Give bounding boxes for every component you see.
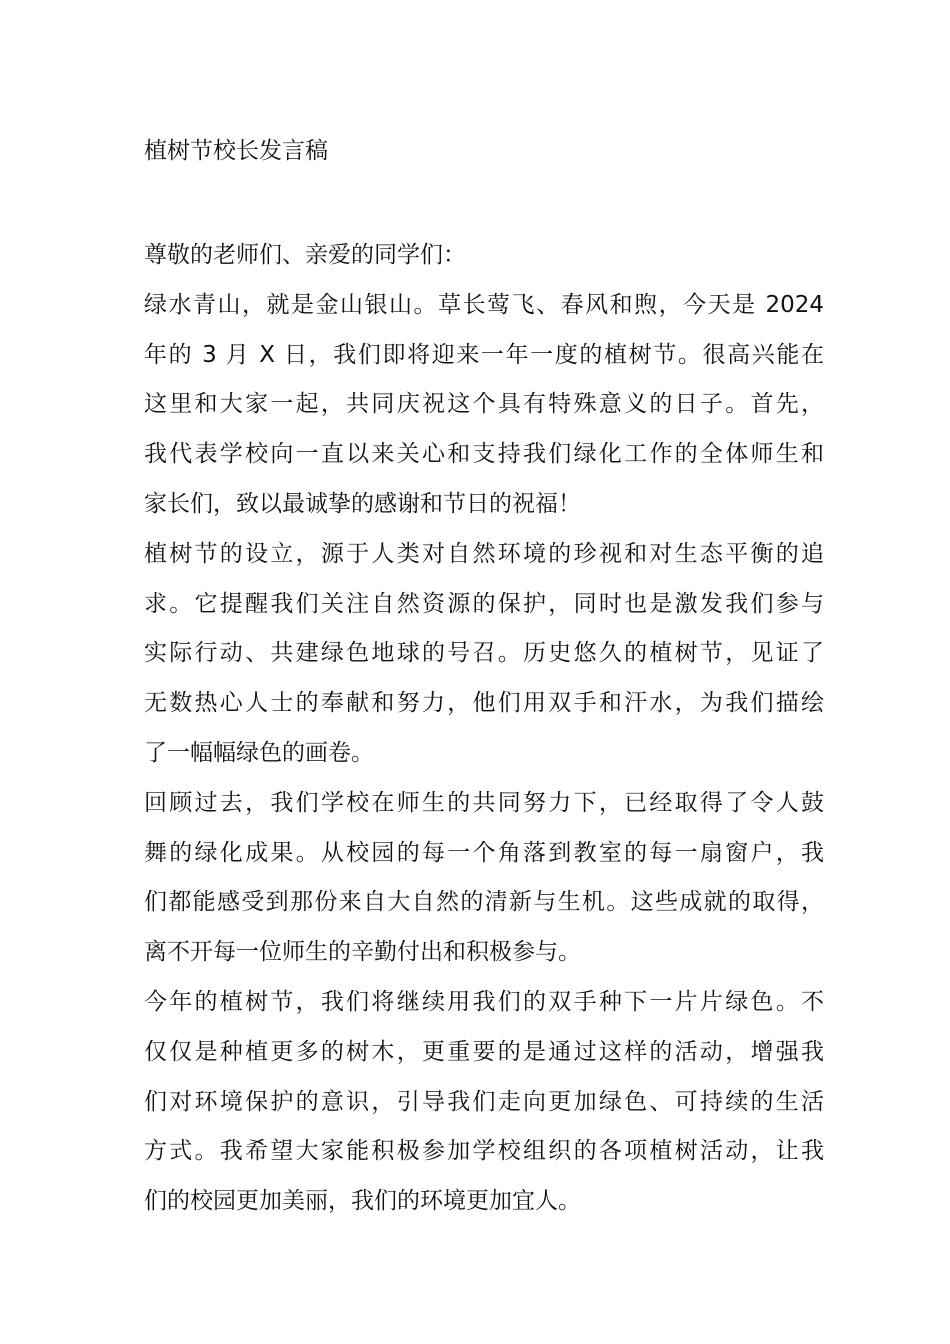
text-line: 回顾过去，我们学校在师生的共同努力下，已经取得了令人鼓 <box>144 789 824 816</box>
text-line: 今年的植树节，我们将继续用我们的双手种下一片片绿色。不 <box>144 988 824 1015</box>
text-line: 舞的绿化成果。从校园的每一个角落到教室的每一扇窗户，我 <box>144 839 824 866</box>
text-line: 们都能感受到那份来自大自然的清新与生机。这些成就的取得， <box>144 889 824 916</box>
text-line: 年的 3 月 X 日，我们即将迎来一年一度的植树节。很高兴能在 <box>144 341 824 368</box>
text-line: 尊敬的老师们、亲爱的同学们： <box>144 242 466 268</box>
text-line: 了一幅幅绿色的画卷。 <box>144 739 374 766</box>
text-line: 家长们，致以最诚挚的感谢和节日的祝福！ <box>144 490 581 517</box>
text-line: 求。它提醒我们关注自然资源的保护，同时也是激发我们参与 <box>144 590 824 617</box>
text-line: 方式。我希望大家能积极参加学校组织的各项植树活动，让我 <box>144 1138 824 1165</box>
text-line: 离不开每一位师生的辛勤付出和积极参与。 <box>144 939 581 966</box>
text-line: 植树节的设立，源于人类对自然环境的珍视和对生态平衡的追 <box>144 540 824 567</box>
text-line: 们的校园更加美丽，我们的环境更加宜人。 <box>144 1188 581 1215</box>
text-line: 们对环境保护的意识，引导我们走向更加绿色、可持续的生活 <box>144 1088 824 1115</box>
text-line: 这里和大家一起，共同庆祝这个具有特殊意义的日子。首先， <box>144 391 824 418</box>
text-line: 实际行动、共建绿色地球的号召。历史悠久的植树节，见证了 <box>144 640 824 667</box>
document-body <box>144 231 824 1227</box>
text-line: 绿水青山，就是金山银山。草长莺飞、春风和煦，今天是 2024 <box>144 291 824 318</box>
text-line: 仅仅是种植更多的树木，更重要的是通过这样的活动，增强我 <box>144 1038 824 1065</box>
document-title: 植树节校长发言稿 <box>144 138 328 164</box>
text-line: 无数热心人士的奉献和努力，他们用双手和汗水，为我们描绘 <box>144 690 824 717</box>
text-line: 我代表学校向一直以来关心和支持我们绿化工作的全体师生和 <box>144 441 824 468</box>
